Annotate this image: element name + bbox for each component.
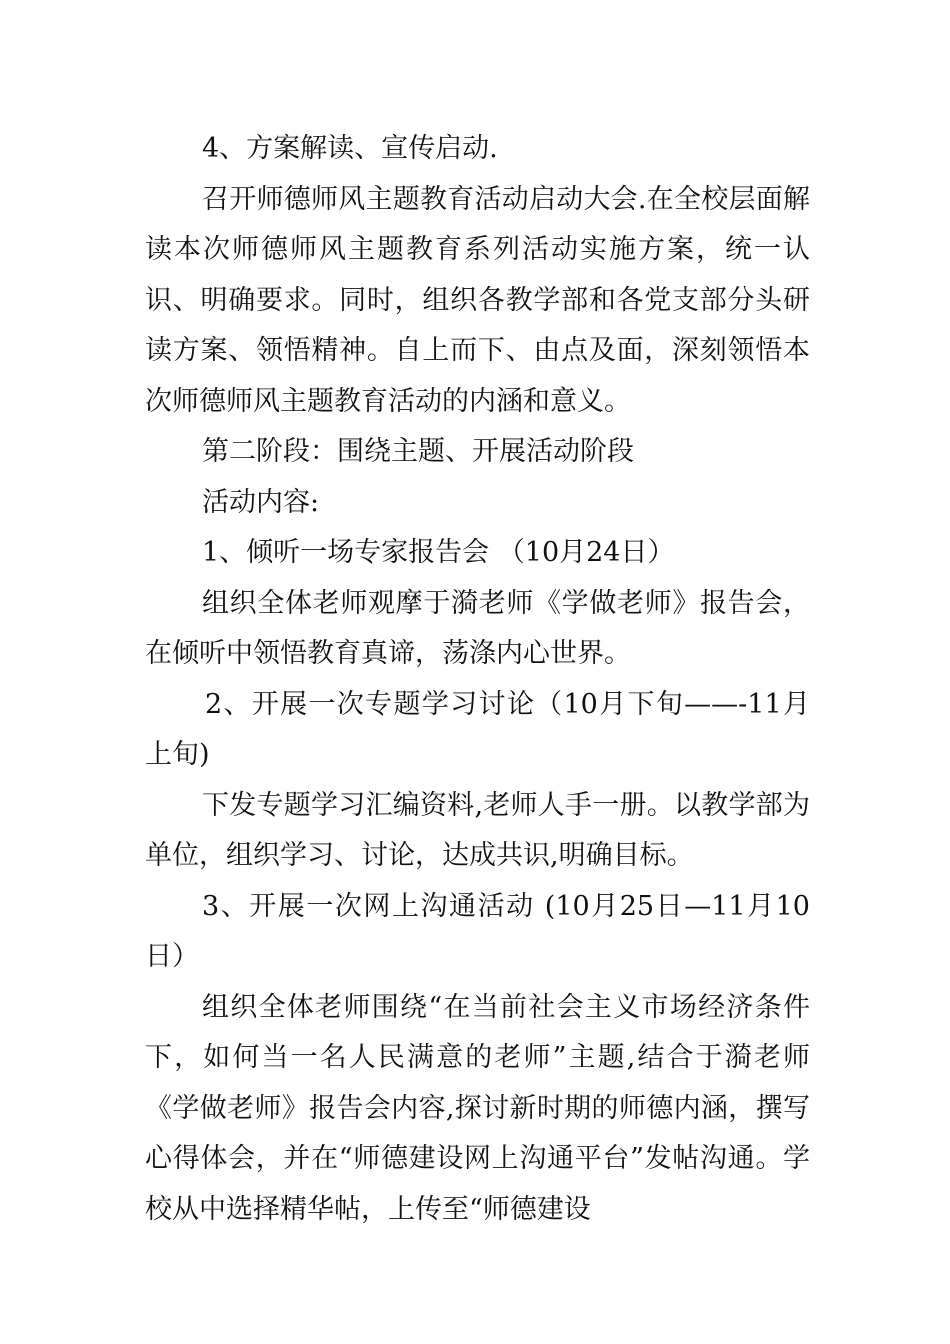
paragraph-activity-content-label: 活动内容:: [202, 486, 320, 518]
paragraph-stage-two-heading: 第二阶段：围绕主题、开展活动阶段: [202, 436, 634, 467]
paragraph-item-2-heading: 2、开展一次专题学习讨论（10月下旬——-11月上旬): [145, 688, 810, 770]
document-body: [145, 124, 810, 1235]
paragraph-item-1-heading: 1、倾听一场专家报告会 （10月24日）: [202, 537, 675, 568]
paragraph-item-1-body: 组织全体老师观摩于漪老师《学做老师》报告会，在倾听中领悟教育真谛，荡涤内心世界。: [145, 587, 810, 669]
paragraph-section-4-heading: 4、方案解读、宣传启动.: [202, 133, 498, 164]
paragraph-item-3-body: 组织全体老师围绕“在当前社会主义市场经济条件下，如何当一名人民满意的老师”主题,结合于漪老师《学做老师》报告会内容,探讨新时期的师德内涵，撰写心得体会，并在“师德建设网上沟通平台”发帖沟通。学校从中选择精华帖，上传至“师德建设: [145, 991, 810, 1225]
paragraph-launch-meeting: 召开师德师风主题教育活动启动大会.在全校层面解读本次师德师风主题教育系列活动实施方案，统一认识、明确要求。同时，组织各教学部和各党支部分头研读方案、领悟精神。自上而下、由点及面，深刻领悟本次师德师风主题教育活动的内涵和意义。: [145, 183, 810, 417]
paragraph-item-2-body: 下发专题学习汇编资料,老师人手一册。以教学部为单位，组织学习、讨论，达成共识,明确目标。: [145, 789, 810, 871]
paragraph-item-3-heading: 3、开展一次网上沟通活动 (10月25日—11月10日）: [145, 890, 810, 972]
